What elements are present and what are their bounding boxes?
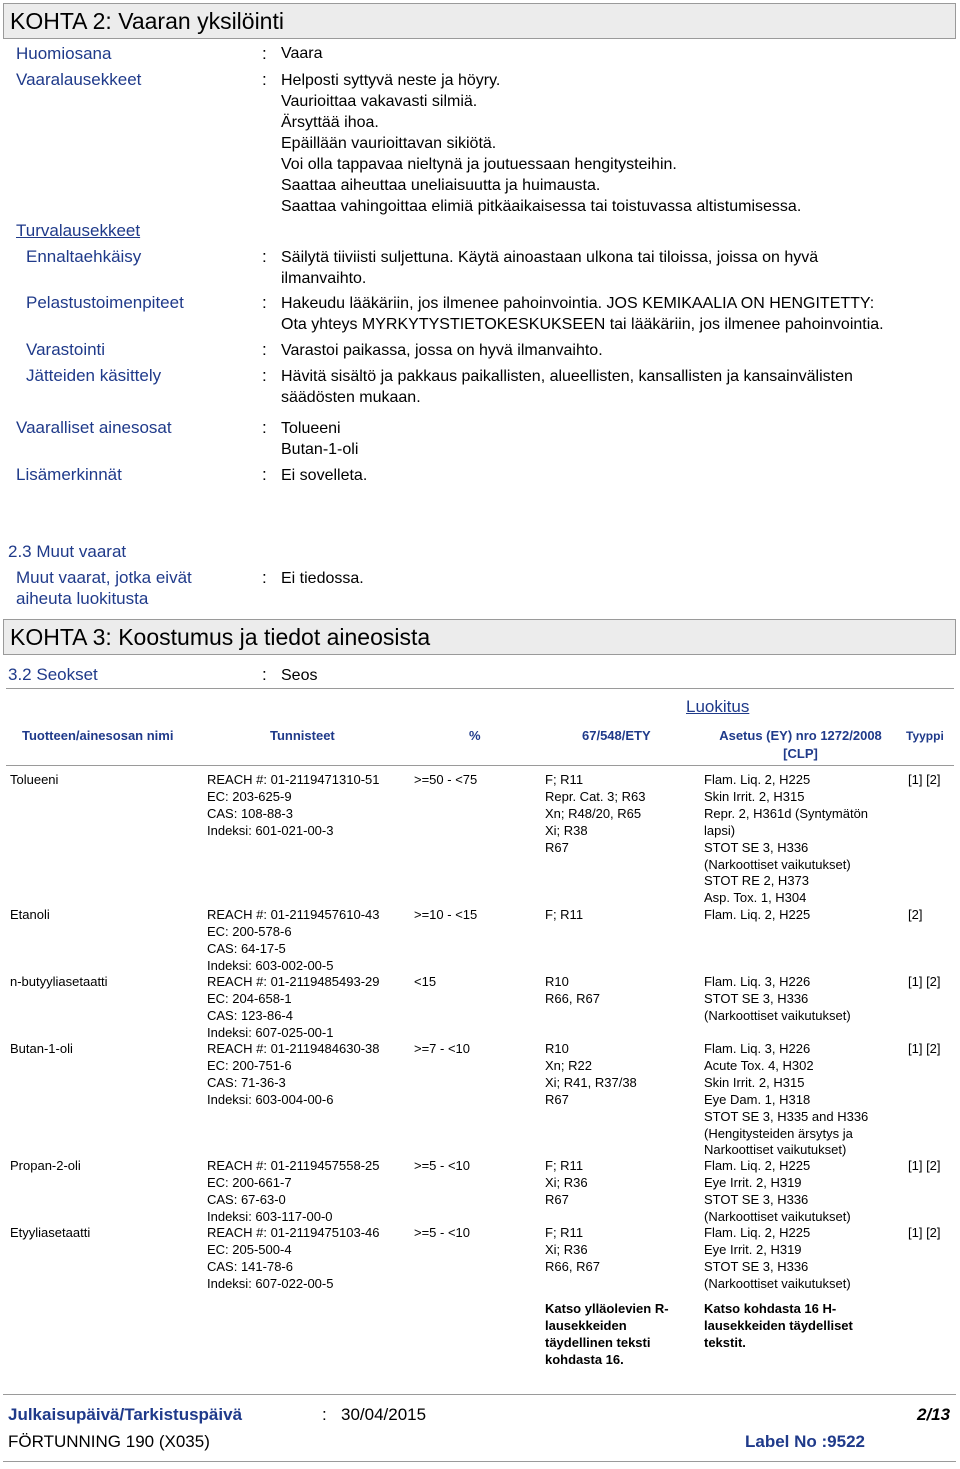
cell-clp-line: Flam. Liq. 2, H225 bbox=[704, 907, 811, 922]
cell-name: Etyyliasetaatti bbox=[10, 1225, 91, 1240]
hazardous-ingredients-label: Vaaralliset ainesosat bbox=[16, 418, 172, 437]
colon: : bbox=[262, 465, 267, 484]
cell-dsd-line: F; R11 bbox=[545, 907, 584, 922]
supplemental-label: Lisämerkinnät bbox=[16, 465, 122, 484]
cell-identifiers-line: Indeksi: 603-002-00-5 bbox=[207, 957, 334, 973]
cell-clp-line: Skin Irrit. 2, H315 bbox=[704, 1074, 805, 1090]
response-line: Hakeudu lääkäriin, jos ilmenee pahoinvointia. JOS KEMIKAALIA ON HENGITETTY: bbox=[281, 295, 875, 312]
cell-identifiers-line: REACH #: 01-2119475103-46 bbox=[207, 1225, 380, 1240]
signal-word-value: Vaara bbox=[281, 45, 323, 62]
other-hazards-label-line: Muut vaarat, jotka eivät bbox=[16, 568, 192, 587]
cell-percent: >=50 - <75 bbox=[414, 772, 478, 787]
cell-clp bbox=[704, 907, 810, 924]
cell-type: [1] [2] bbox=[908, 1225, 941, 1240]
mixtures-value: Seos bbox=[281, 667, 318, 684]
cell-identifiers-line: Indeksi: 607-022-00-5 bbox=[207, 1275, 334, 1291]
col-header-dsd: 67/548/ETY bbox=[582, 728, 651, 743]
cell-clp-line: Flam. Liq. 3, H226 bbox=[704, 1041, 811, 1056]
hazard-statements bbox=[281, 70, 801, 217]
cell-clp bbox=[704, 974, 851, 1025]
colon: : bbox=[262, 568, 267, 587]
cell-dsd bbox=[545, 974, 600, 1008]
cell-dsd-line: R67 bbox=[545, 1091, 569, 1107]
cell-clp-line: (Narkoottiset vaikutukset) bbox=[704, 1208, 851, 1224]
cell-name: Etanoli bbox=[10, 907, 50, 922]
note-line: täydellinen teksti bbox=[545, 1335, 651, 1350]
cell-identifiers bbox=[207, 1225, 380, 1293]
cell-clp-line: Eye Irrit. 2, H319 bbox=[704, 1174, 802, 1190]
hazard-line: Saattaa vahingoittaa elimiä pitkäaikaisessa tai toistuvassa altistumisessa. bbox=[281, 198, 802, 215]
cell-clp-line: Flam. Liq. 2, H225 bbox=[704, 1225, 811, 1240]
col-header-name: Tuotteen/ainesosan nimi bbox=[22, 728, 174, 743]
cell-percent: <15 bbox=[414, 974, 437, 989]
cell-identifiers-line: REACH #: 01-2119457610-43 bbox=[207, 907, 380, 922]
colon: : bbox=[262, 418, 267, 437]
cell-clp-line: Flam. Liq. 3, H226 bbox=[704, 974, 811, 989]
cell-clp-line: Skin Irrit. 2, H315 bbox=[704, 788, 805, 804]
cell-identifiers-line: Indeksi: 601-021-00-3 bbox=[207, 822, 334, 838]
cell-clp-line: STOT SE 3, H336 bbox=[704, 990, 809, 1006]
page-number: 2/13 bbox=[917, 1405, 951, 1424]
hazard-statements-label: Vaaralausekkeet bbox=[16, 70, 142, 89]
disposal-line: Hävitä sisältö ja pakkaus paikallisten, alueellisten, kansallisten ja kansainvälisten bbox=[281, 368, 853, 385]
other-hazards-label bbox=[16, 567, 192, 609]
hazard-line: Vaurioittaa vakavasti silmiä. bbox=[281, 93, 478, 110]
cell-clp-line: STOT SE 3, H336 bbox=[704, 1258, 809, 1274]
storage-label: Varastointi bbox=[26, 340, 106, 359]
note-clp bbox=[704, 1300, 853, 1351]
response-label: Pelastustoimenpiteet bbox=[26, 293, 184, 312]
colon: : bbox=[262, 665, 267, 684]
cell-type: [1] [2] bbox=[908, 1158, 941, 1173]
prevention-line: ilmanvaihto. bbox=[281, 270, 367, 287]
cell-identifiers bbox=[207, 907, 380, 975]
response-text bbox=[281, 293, 884, 335]
note-line: lausekkeiden bbox=[545, 1318, 627, 1333]
footer-date-label: Julkaisupäivä/Tarkistuspäivä bbox=[8, 1405, 243, 1424]
cell-identifiers-line: CAS: 141-78-6 bbox=[207, 1258, 293, 1274]
note-line: Katso kohdasta 16 H- bbox=[704, 1301, 837, 1316]
cell-clp-line: (Narkoottiset vaikutukset) bbox=[704, 1275, 851, 1291]
cell-clp bbox=[704, 1158, 851, 1226]
cell-clp-line: STOT SE 3, H335 and H336 bbox=[704, 1108, 869, 1124]
cell-identifiers-line: CAS: 67-63-0 bbox=[207, 1191, 286, 1207]
divider bbox=[6, 688, 954, 689]
note-line: Katso ylläolevien R- bbox=[545, 1301, 669, 1316]
prevention-label: Ennaltaehkäisy bbox=[26, 247, 142, 266]
cell-identifiers-line: Indeksi: 603-004-00-6 bbox=[207, 1091, 334, 1107]
cell-clp-line: Flam. Liq. 2, H225 bbox=[704, 1158, 811, 1173]
colon: : bbox=[262, 293, 267, 312]
cell-identifiers bbox=[207, 1158, 380, 1226]
colon: : bbox=[262, 366, 267, 385]
colon: : bbox=[262, 44, 267, 63]
colon: : bbox=[262, 247, 267, 266]
cell-clp-line: lapsi) bbox=[704, 822, 736, 838]
other-hazards-heading: 2.3 Muut vaarat bbox=[8, 542, 127, 561]
cell-percent: >=5 - <10 bbox=[414, 1225, 471, 1240]
cell-clp-line: Asp. Tox. 1, H304 bbox=[704, 890, 807, 906]
colon: : bbox=[262, 70, 267, 89]
cell-clp bbox=[704, 772, 868, 907]
cell-dsd-line: Xi; R36 bbox=[545, 1241, 588, 1257]
note-line: kohdasta 16. bbox=[545, 1352, 624, 1367]
cell-dsd-line: Xi; R38 bbox=[545, 822, 588, 838]
product-name: FÖRTUNNING 190 (X035) bbox=[8, 1432, 210, 1451]
cell-identifiers-line: CAS: 71-36-3 bbox=[207, 1074, 286, 1090]
col-header-type: Tyyppi bbox=[906, 729, 944, 743]
cell-identifiers bbox=[207, 974, 380, 1042]
storage-text: Varastoi paikassa, jossa on hyvä ilmanvaihto. bbox=[281, 342, 603, 359]
cell-identifiers-line: CAS: 123-86-4 bbox=[207, 1007, 293, 1023]
cell-type: [2] bbox=[908, 907, 923, 922]
cell-dsd-line: R66, R67 bbox=[545, 990, 600, 1006]
cell-dsd-line: F; R11 bbox=[545, 1225, 584, 1240]
cell-clp bbox=[704, 1225, 851, 1293]
section-2-title: KOHTA 2: Vaaran yksilöinti bbox=[3, 3, 956, 39]
cell-type: [1] [2] bbox=[908, 1041, 941, 1056]
cell-dsd-line: R10 bbox=[545, 974, 569, 989]
cell-dsd bbox=[545, 907, 583, 924]
cell-identifiers bbox=[207, 1041, 380, 1109]
cell-percent: >=5 - <10 bbox=[414, 1158, 471, 1173]
section-3-title: KOHTA 3: Koostumus ja tiedot aineosista bbox=[3, 619, 956, 655]
hazard-line: Ärsyttää ihoa. bbox=[281, 114, 379, 131]
cell-identifiers-line: REACH #: 01-2119471310-51 bbox=[207, 772, 380, 787]
cell-clp-line: Repr. 2, H361d (Syntymätön bbox=[704, 805, 869, 821]
cell-dsd-line: Xn; R48/20, R65 bbox=[545, 805, 642, 821]
cell-dsd-line: Xi; R36 bbox=[545, 1174, 588, 1190]
cell-identifiers-line: EC: 203-625-9 bbox=[207, 788, 292, 804]
cell-dsd-line: Xi; R41, R37/38 bbox=[545, 1074, 637, 1090]
cell-dsd bbox=[545, 1225, 600, 1276]
cell-clp-line: STOT RE 2, H373 bbox=[704, 873, 810, 889]
cell-clp-line: (Hengitysteiden ärsytys ja bbox=[704, 1125, 853, 1141]
disposal-text bbox=[281, 366, 853, 408]
prevention-text bbox=[281, 247, 818, 289]
cell-dsd bbox=[545, 1158, 588, 1209]
cell-dsd-line: R66, R67 bbox=[545, 1258, 600, 1274]
cell-identifiers-line: Indeksi: 607-025-00-1 bbox=[207, 1024, 334, 1040]
cell-identifiers-line: EC: 200-751-6 bbox=[207, 1057, 292, 1073]
mixtures-label: 3.2 Seokset bbox=[8, 665, 98, 684]
note-line: tekstit. bbox=[704, 1335, 746, 1350]
hazard-line: Saattaa aiheuttaa uneliaisuutta ja huimausta. bbox=[281, 177, 601, 194]
colon: : bbox=[262, 340, 267, 359]
col-header-identifiers: Tunnisteet bbox=[270, 728, 335, 743]
other-hazards-value: Ei tiedossa. bbox=[281, 570, 364, 587]
col-header-clp: Asetus (EY) nro 1272/2008 [CLP] bbox=[719, 728, 882, 761]
prevention-line: Säilytä tiiviisti suljettuna. Käytä ainoastaan ulkona tai tiloissa, joissa on hyvä bbox=[281, 249, 819, 266]
cell-clp-line: Eye Irrit. 2, H319 bbox=[704, 1241, 802, 1257]
cell-dsd bbox=[545, 772, 645, 857]
cell-identifiers-line: CAS: 108-88-3 bbox=[207, 805, 293, 821]
cell-dsd bbox=[545, 1041, 637, 1109]
signal-word-label: Huomiosana bbox=[16, 44, 112, 63]
cell-dsd-line: R67 bbox=[545, 1191, 569, 1207]
hazard-line: Voi olla tappavaa nieltynä ja joutuessaan hengitysteihin. bbox=[281, 156, 677, 173]
footer-date-value: 30/04/2015 bbox=[341, 1405, 427, 1424]
cell-dsd-line: F; R11 bbox=[545, 772, 584, 787]
cell-type: [1] [2] bbox=[908, 974, 941, 989]
cell-dsd-line: R10 bbox=[545, 1041, 569, 1056]
label-number: Label No :9522 bbox=[745, 1432, 865, 1451]
ingredient-line: Butan-1-oli bbox=[281, 441, 359, 458]
cell-name: Tolueeni bbox=[10, 772, 59, 787]
cell-identifiers-line: EC: 205-500-4 bbox=[207, 1241, 292, 1257]
hazard-line: Epäillään vaurioittavan sikiötä. bbox=[281, 135, 497, 152]
cell-identifiers-line: REACH #: 01-2119457558-25 bbox=[207, 1158, 380, 1173]
note-line: lausekkeiden täydelliset bbox=[704, 1318, 853, 1333]
footer-colon: : bbox=[322, 1405, 327, 1424]
cell-dsd-line: R67 bbox=[545, 839, 569, 855]
cell-name: Propan-2-oli bbox=[10, 1158, 81, 1173]
cell-identifiers-line: Indeksi: 603-117-00-0 bbox=[207, 1208, 333, 1224]
response-line: Ota yhteys MYRKYTYSTIETOKESKUKSEEN tai lääkäriin, jos ilmenee pahoinvointia. bbox=[281, 316, 884, 333]
cell-identifiers bbox=[207, 772, 380, 840]
cell-identifiers-line: EC: 200-661-7 bbox=[207, 1174, 292, 1190]
cell-clp-line: Eye Dam. 1, H318 bbox=[704, 1091, 811, 1107]
cell-identifiers-line: REACH #: 01-2119485493-29 bbox=[207, 974, 380, 989]
classification-header: Luokitus bbox=[686, 697, 750, 716]
cell-clp-line: Flam. Liq. 2, H225 bbox=[704, 772, 811, 787]
cell-clp bbox=[704, 1041, 868, 1159]
cell-dsd-line: F; R11 bbox=[545, 1158, 584, 1173]
cell-identifiers-line: EC: 204-658-1 bbox=[207, 990, 292, 1006]
other-hazards-label-line: aiheuta luokitusta bbox=[16, 589, 149, 608]
ingredient-line: Tolueeni bbox=[281, 420, 341, 437]
hazard-line: Helposti syttyvä neste ja höyry. bbox=[281, 72, 501, 89]
cell-identifiers-line: EC: 200-578-6 bbox=[207, 923, 292, 939]
hazardous-ingredients bbox=[281, 418, 358, 460]
supplemental-text: Ei sovelleta. bbox=[281, 467, 368, 484]
cell-name: n-butyyliasetaatti bbox=[10, 974, 108, 989]
cell-name: Butan-1-oli bbox=[10, 1041, 73, 1056]
disposal-label: Jätteiden käsittely bbox=[26, 366, 162, 385]
cell-dsd-line: Xn; R22 bbox=[545, 1057, 592, 1073]
cell-identifiers-line: CAS: 64-17-5 bbox=[207, 940, 286, 956]
cell-clp-line: Narkoottiset vaikutukset) bbox=[704, 1142, 847, 1158]
cell-clp-line: (Narkoottiset vaikutukset) bbox=[704, 856, 851, 872]
cell-clp-line: Acute Tox. 4, H302 bbox=[704, 1057, 814, 1073]
cell-clp-line: STOT SE 3, H336 bbox=[704, 1191, 809, 1207]
cell-type: [1] [2] bbox=[908, 772, 941, 787]
divider bbox=[6, 765, 954, 766]
cell-identifiers-line: REACH #: 01-2119484630-38 bbox=[207, 1041, 380, 1056]
cell-percent: >=10 - <15 bbox=[414, 907, 478, 922]
cell-clp-line: STOT SE 3, H336 bbox=[704, 839, 809, 855]
cell-percent: >=7 - <10 bbox=[414, 1041, 471, 1056]
cell-clp-line: (Narkoottiset vaikutukset) bbox=[704, 1007, 851, 1023]
note-dsd bbox=[545, 1300, 669, 1368]
cell-dsd-line: Repr. Cat. 3; R63 bbox=[545, 788, 646, 804]
col-header-percent: % bbox=[469, 728, 481, 743]
precautionary-statements-label: Turvalausekkeet bbox=[16, 221, 141, 240]
disposal-line: säädösten mukaan. bbox=[281, 389, 421, 406]
